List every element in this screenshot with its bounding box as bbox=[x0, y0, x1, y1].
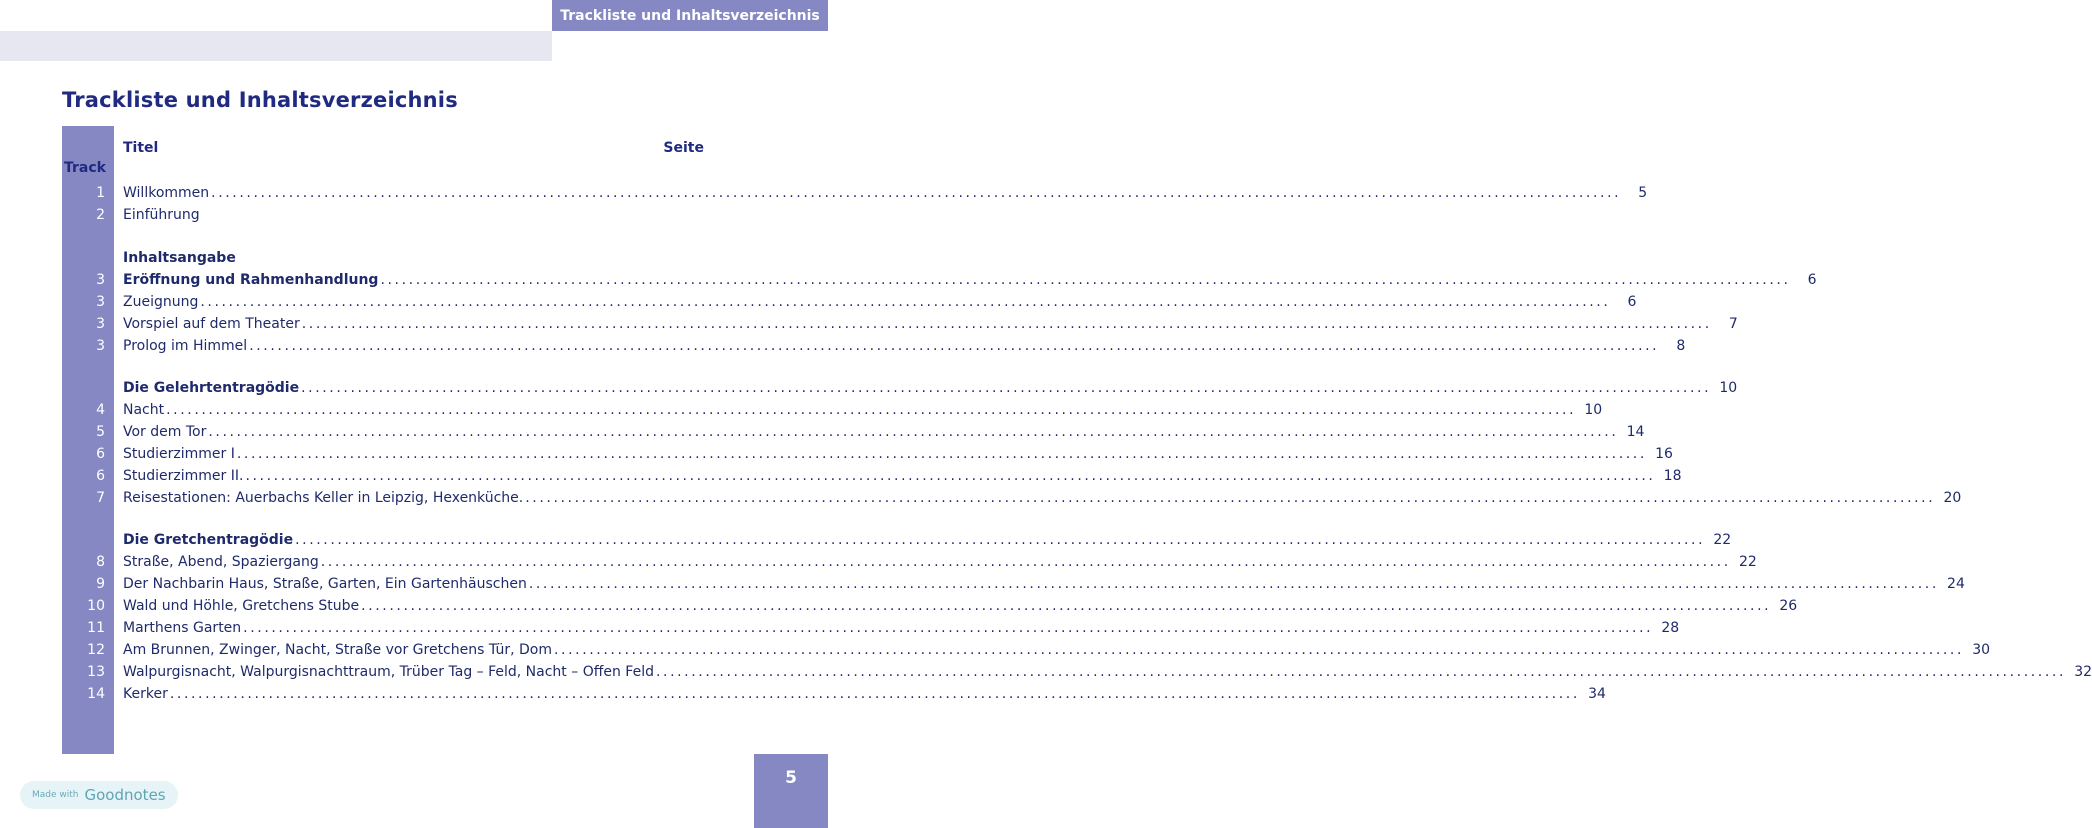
entry-title: Vorspiel auf dem Theater bbox=[123, 316, 300, 332]
toc-row bbox=[0, 399, 1603, 421]
track-number: 3 bbox=[96, 316, 105, 332]
track-number: 7 bbox=[96, 490, 105, 506]
dot-leader: ........................................................................................................................................................................................................ bbox=[208, 424, 1619, 440]
page-number: 5 bbox=[754, 754, 828, 828]
toc-row bbox=[0, 595, 1798, 617]
toc-row bbox=[0, 291, 1637, 313]
dot-leader: ........................................................................................................................................................................................................ bbox=[243, 620, 1654, 636]
toc-row bbox=[0, 335, 1686, 357]
goodnotes-logo-text: Goodnotes bbox=[84, 786, 166, 804]
entry-page-number: 34 bbox=[1588, 686, 1606, 702]
entry-page-number: 22 bbox=[1738, 554, 1757, 570]
dot-leader: ........................................................................................................................................................................................................ bbox=[245, 468, 1656, 484]
toc-entry bbox=[123, 617, 1680, 639]
header-strip bbox=[0, 31, 552, 61]
toc-entry bbox=[123, 313, 1738, 335]
dot-leader: ........................................................................................................................................................................................................ bbox=[236, 446, 1647, 462]
track-number: 6 bbox=[96, 468, 105, 484]
entry-title: Inhaltsangabe bbox=[123, 250, 236, 266]
toc-row bbox=[0, 573, 1965, 595]
dot-leader: ........................................................................................................................................................................................................ bbox=[361, 598, 1772, 614]
entry-title: Zueignung bbox=[123, 294, 199, 310]
toc-row bbox=[0, 182, 1648, 204]
track-number: 6 bbox=[96, 446, 105, 462]
toc-row bbox=[0, 617, 1680, 639]
entry-title: Am Brunnen, Zwinger, Nacht, Straße vor Gretchens Tür, Dom bbox=[123, 642, 552, 658]
toc-entry bbox=[123, 639, 1991, 661]
title-column-header: Titel bbox=[123, 140, 159, 156]
entry-page-number: 5 bbox=[1638, 185, 1648, 201]
dot-leader: ........................................................................................................................................................................................................ bbox=[169, 686, 1580, 702]
entry-title: Studierzimmer I bbox=[123, 446, 235, 462]
header-tab: Trackliste und Inhaltsverzeichnis bbox=[552, 0, 828, 31]
dot-leader: ........................................................................................................................................................................................................ bbox=[211, 185, 1622, 201]
entry-title: Die Gelehrtentragödie bbox=[123, 380, 300, 396]
toc-row bbox=[0, 465, 1682, 487]
entry-page-number: 32 bbox=[2074, 664, 2092, 680]
toc-entry bbox=[123, 595, 1798, 617]
entry-page-number: 6 bbox=[1627, 294, 1637, 310]
entry-page-number: 8 bbox=[1676, 338, 1686, 354]
dot-leader: ........................................................................................................................................................................................................ bbox=[380, 272, 1791, 288]
track-number: 3 bbox=[96, 294, 105, 310]
toc-row bbox=[0, 683, 1606, 705]
entry-title: Reisestationen: Auerbachs Keller in Leipzig, Hexenküche. bbox=[123, 490, 524, 506]
entry-title: Willkommen bbox=[123, 185, 210, 201]
dot-leader: ........................................................................................................................................................................................................ bbox=[525, 490, 1936, 506]
entry-title: Straße, Abend, Spaziergang bbox=[123, 554, 319, 570]
entry-title: Vor dem Tor bbox=[123, 424, 207, 440]
dot-leader: ........................................................................................................................................................................................................ bbox=[554, 642, 1965, 658]
entry-page-number: 18 bbox=[1663, 468, 1682, 484]
entry-page-number: 30 bbox=[1972, 642, 1991, 658]
toc-row bbox=[0, 313, 1738, 335]
toc-entry bbox=[123, 443, 1673, 465]
entry-page-number: 24 bbox=[1947, 576, 1965, 592]
entry-page-number: 20 bbox=[1943, 490, 1962, 506]
toc-row bbox=[0, 269, 1817, 291]
toc-entry bbox=[123, 487, 1962, 509]
entry-title: Nacht bbox=[123, 402, 165, 418]
toc-entry bbox=[123, 291, 1637, 313]
toc-entry bbox=[123, 465, 1682, 487]
entry-page-number: 6 bbox=[1807, 272, 1817, 288]
toc-row bbox=[0, 377, 1738, 399]
dot-leader: ........................................................................................................................................................................................................ bbox=[655, 664, 2067, 680]
track-number: 12 bbox=[87, 642, 105, 658]
entry-page-number: 22 bbox=[1713, 532, 1732, 548]
toc-row bbox=[0, 661, 2092, 683]
entry-title: Kerker bbox=[123, 686, 168, 702]
entry-page-number: 10 bbox=[1719, 380, 1738, 396]
toc-entry bbox=[123, 421, 1645, 443]
toc-row bbox=[0, 639, 1991, 661]
dot-leader: ........................................................................................................................................................................................................ bbox=[200, 294, 1611, 310]
toc-row bbox=[0, 529, 1732, 551]
made-with-label: Made with bbox=[32, 790, 79, 800]
toc-entry bbox=[123, 204, 704, 226]
track-number: 11 bbox=[87, 620, 105, 636]
toc-row bbox=[0, 247, 828, 269]
toc-entry bbox=[123, 683, 1606, 705]
toc-row bbox=[0, 551, 1757, 573]
entry-title: Wald und Höhle, Gretchens Stube bbox=[123, 598, 360, 614]
track-number: 10 bbox=[87, 598, 105, 614]
toc-entry bbox=[123, 335, 1686, 357]
toc-entry bbox=[123, 551, 1757, 573]
entry-title: Die Gretchentragödie bbox=[123, 532, 294, 548]
entry-title: Studierzimmer II. bbox=[123, 468, 244, 484]
page-column-header: Seite bbox=[663, 140, 704, 156]
toc-row bbox=[0, 487, 1962, 509]
entry-title: Der Nachbarin Haus, Straße, Garten, Ein Gartenhäuschen bbox=[123, 576, 527, 592]
track-number: 3 bbox=[96, 338, 105, 354]
entry-title: Einführung bbox=[123, 207, 200, 223]
dot-leader: ........................................................................................................................................................................................................ bbox=[295, 532, 1706, 548]
track-number: 2 bbox=[96, 207, 105, 223]
toc-row bbox=[0, 421, 1645, 443]
entry-title: Eröffnung und Rahmenhandlung bbox=[123, 272, 379, 288]
track-number: 14 bbox=[87, 686, 105, 702]
toc-entry bbox=[123, 182, 1648, 204]
toc-entry bbox=[123, 661, 2092, 683]
goodnotes-badge[interactable] bbox=[20, 781, 178, 809]
toc-entry bbox=[123, 377, 1738, 399]
toc-row bbox=[0, 443, 1673, 465]
track-number: 4 bbox=[96, 402, 105, 418]
track-number: 13 bbox=[87, 664, 105, 680]
entry-page-number: 10 bbox=[1584, 402, 1603, 418]
track-number: 1 bbox=[96, 185, 105, 201]
dot-leader: ........................................................................................................................................................................................................ bbox=[301, 316, 1712, 332]
track-number: 5 bbox=[96, 424, 105, 440]
toc-entry bbox=[123, 399, 1603, 421]
entry-page-number: 26 bbox=[1779, 598, 1798, 614]
entry-page-number: 16 bbox=[1655, 446, 1673, 462]
track-column-header: Track bbox=[64, 160, 106, 176]
entry-page-number: 14 bbox=[1626, 424, 1645, 440]
entry-page-number: 7 bbox=[1728, 316, 1738, 332]
dot-leader: ........................................................................................................................................................................................................ bbox=[528, 576, 1939, 592]
dot-leader: ........................................................................................................................................................................................................ bbox=[320, 554, 1731, 570]
track-number: 3 bbox=[96, 272, 105, 288]
toc-entry bbox=[123, 529, 1732, 551]
toc-entry bbox=[123, 573, 1965, 595]
entry-title: Walpurgisnacht, Walpurgisnachttraum, Trüber Tag – Feld, Nacht – Offen Feld bbox=[123, 664, 654, 680]
toc-row bbox=[0, 204, 828, 226]
track-number: 9 bbox=[96, 576, 105, 592]
toc-entry bbox=[123, 247, 704, 269]
entry-page-number: 28 bbox=[1661, 620, 1680, 636]
track-number: 8 bbox=[96, 554, 105, 570]
entry-title: Prolog im Himmel bbox=[123, 338, 248, 354]
toc-entry bbox=[123, 269, 1817, 291]
dot-leader: ........................................................................................................................................................................................................ bbox=[249, 338, 1660, 354]
entry-title: Marthens Garten bbox=[123, 620, 242, 636]
page-title: Trackliste und Inhaltsverzeichnis bbox=[62, 88, 458, 112]
dot-leader: ........................................................................................................................................................................................................ bbox=[166, 402, 1577, 418]
dot-leader: ........................................................................................................................................................................................................ bbox=[301, 380, 1712, 396]
